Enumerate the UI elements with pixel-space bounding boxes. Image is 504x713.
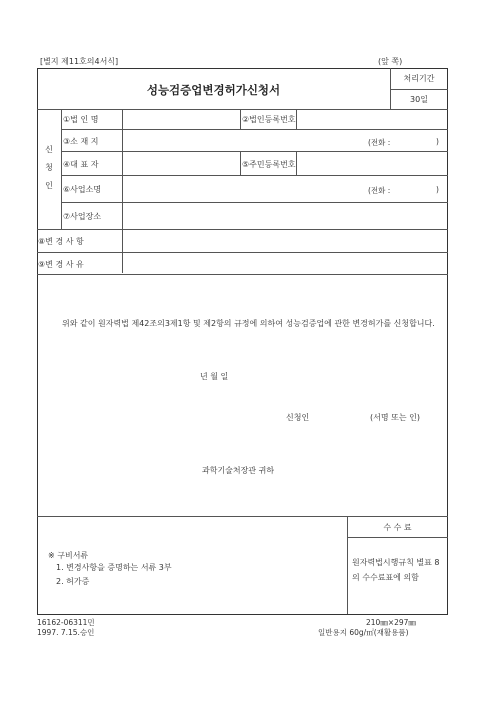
label-business-site: ⑦사업장소 [63,212,102,221]
form-number: [별지 제11호의4서식] [40,57,119,66]
office-name-field[interactable] [123,176,363,201]
change-items-field[interactable] [123,230,447,251]
sign-or-seal: (서명 또는 인) [370,413,420,422]
change-reasons-field[interactable] [123,253,447,273]
phone-label: (전화 : [368,186,391,195]
attachments-title: ※ 구비서류 [48,551,89,560]
applicant-label-char: 청 [45,163,53,172]
processing-period-label: 처리기간 [403,74,435,83]
row-divider [390,89,448,90]
statement-text: 위와 같이 원자력법 제42조의3제1항 및 제2항의 규정에 의하여 성능검증업에 관한 변경허가를 신청합니다. [62,319,435,328]
applicant-sign-label: 신청인 [286,413,310,422]
fee-label: 수 수 료 [383,523,412,532]
fee-text: 원자력법시행규칙 별표 8의 수수료표에 의함 [352,558,440,582]
form-title: 성능검증업변경허가신청서 [146,83,281,97]
label-address: ③소 재 지 [63,137,99,146]
label-corp-reg-no: ②법인등록번호 [242,115,296,124]
phone-close: ) [436,185,439,194]
row-divider [347,537,448,538]
label-change-items: ⑧변 경 사 항 [38,237,84,246]
col-divider [240,109,241,129]
label-change-reasons: ⑨변 경 사 유 [38,260,84,269]
date-line: 년 월 일 [200,372,229,381]
applicant-label-char: 인 [45,181,53,190]
label-resident-reg-no: ⑤주민등록번호 [242,160,296,169]
address-field[interactable] [123,130,363,150]
applicant-label-char: 신 [45,145,53,154]
page-side: (앞 쪽) [378,57,403,66]
corp-name-field[interactable] [123,110,239,128]
corp-reg-no-field[interactable] [297,110,447,128]
representative-field[interactable] [123,152,239,174]
paper-spec: 일반용지 60g/㎡(재활용품) [318,628,409,637]
row-divider [37,516,448,517]
col-divider [61,109,62,229]
col-divider [240,151,241,175]
addressee: 과학기술처장관 귀하 [202,466,275,475]
phone-label: (전화 : [368,138,391,147]
label-representative: ④대 표 자 [63,160,99,169]
label-corp-name: ①법 인 명 [63,115,99,124]
business-site-field[interactable] [123,203,447,228]
approval-date: 1997. 7.15.승인 [37,628,95,637]
attachment-item: 2. 허가증 [56,577,90,586]
phone-close: ) [436,137,439,146]
resident-reg-no-field[interactable] [297,152,447,174]
row-divider [37,274,448,275]
form-code: 16162-06311민 [37,618,95,627]
attachment-item: 1. 변경사항을 증명하는 서류 3부 [56,563,172,572]
paper-size: 210㎜×297㎜ [366,618,416,627]
processing-period-value: 30일 [410,95,428,104]
label-office-name: ⑥사업소명 [63,185,102,194]
